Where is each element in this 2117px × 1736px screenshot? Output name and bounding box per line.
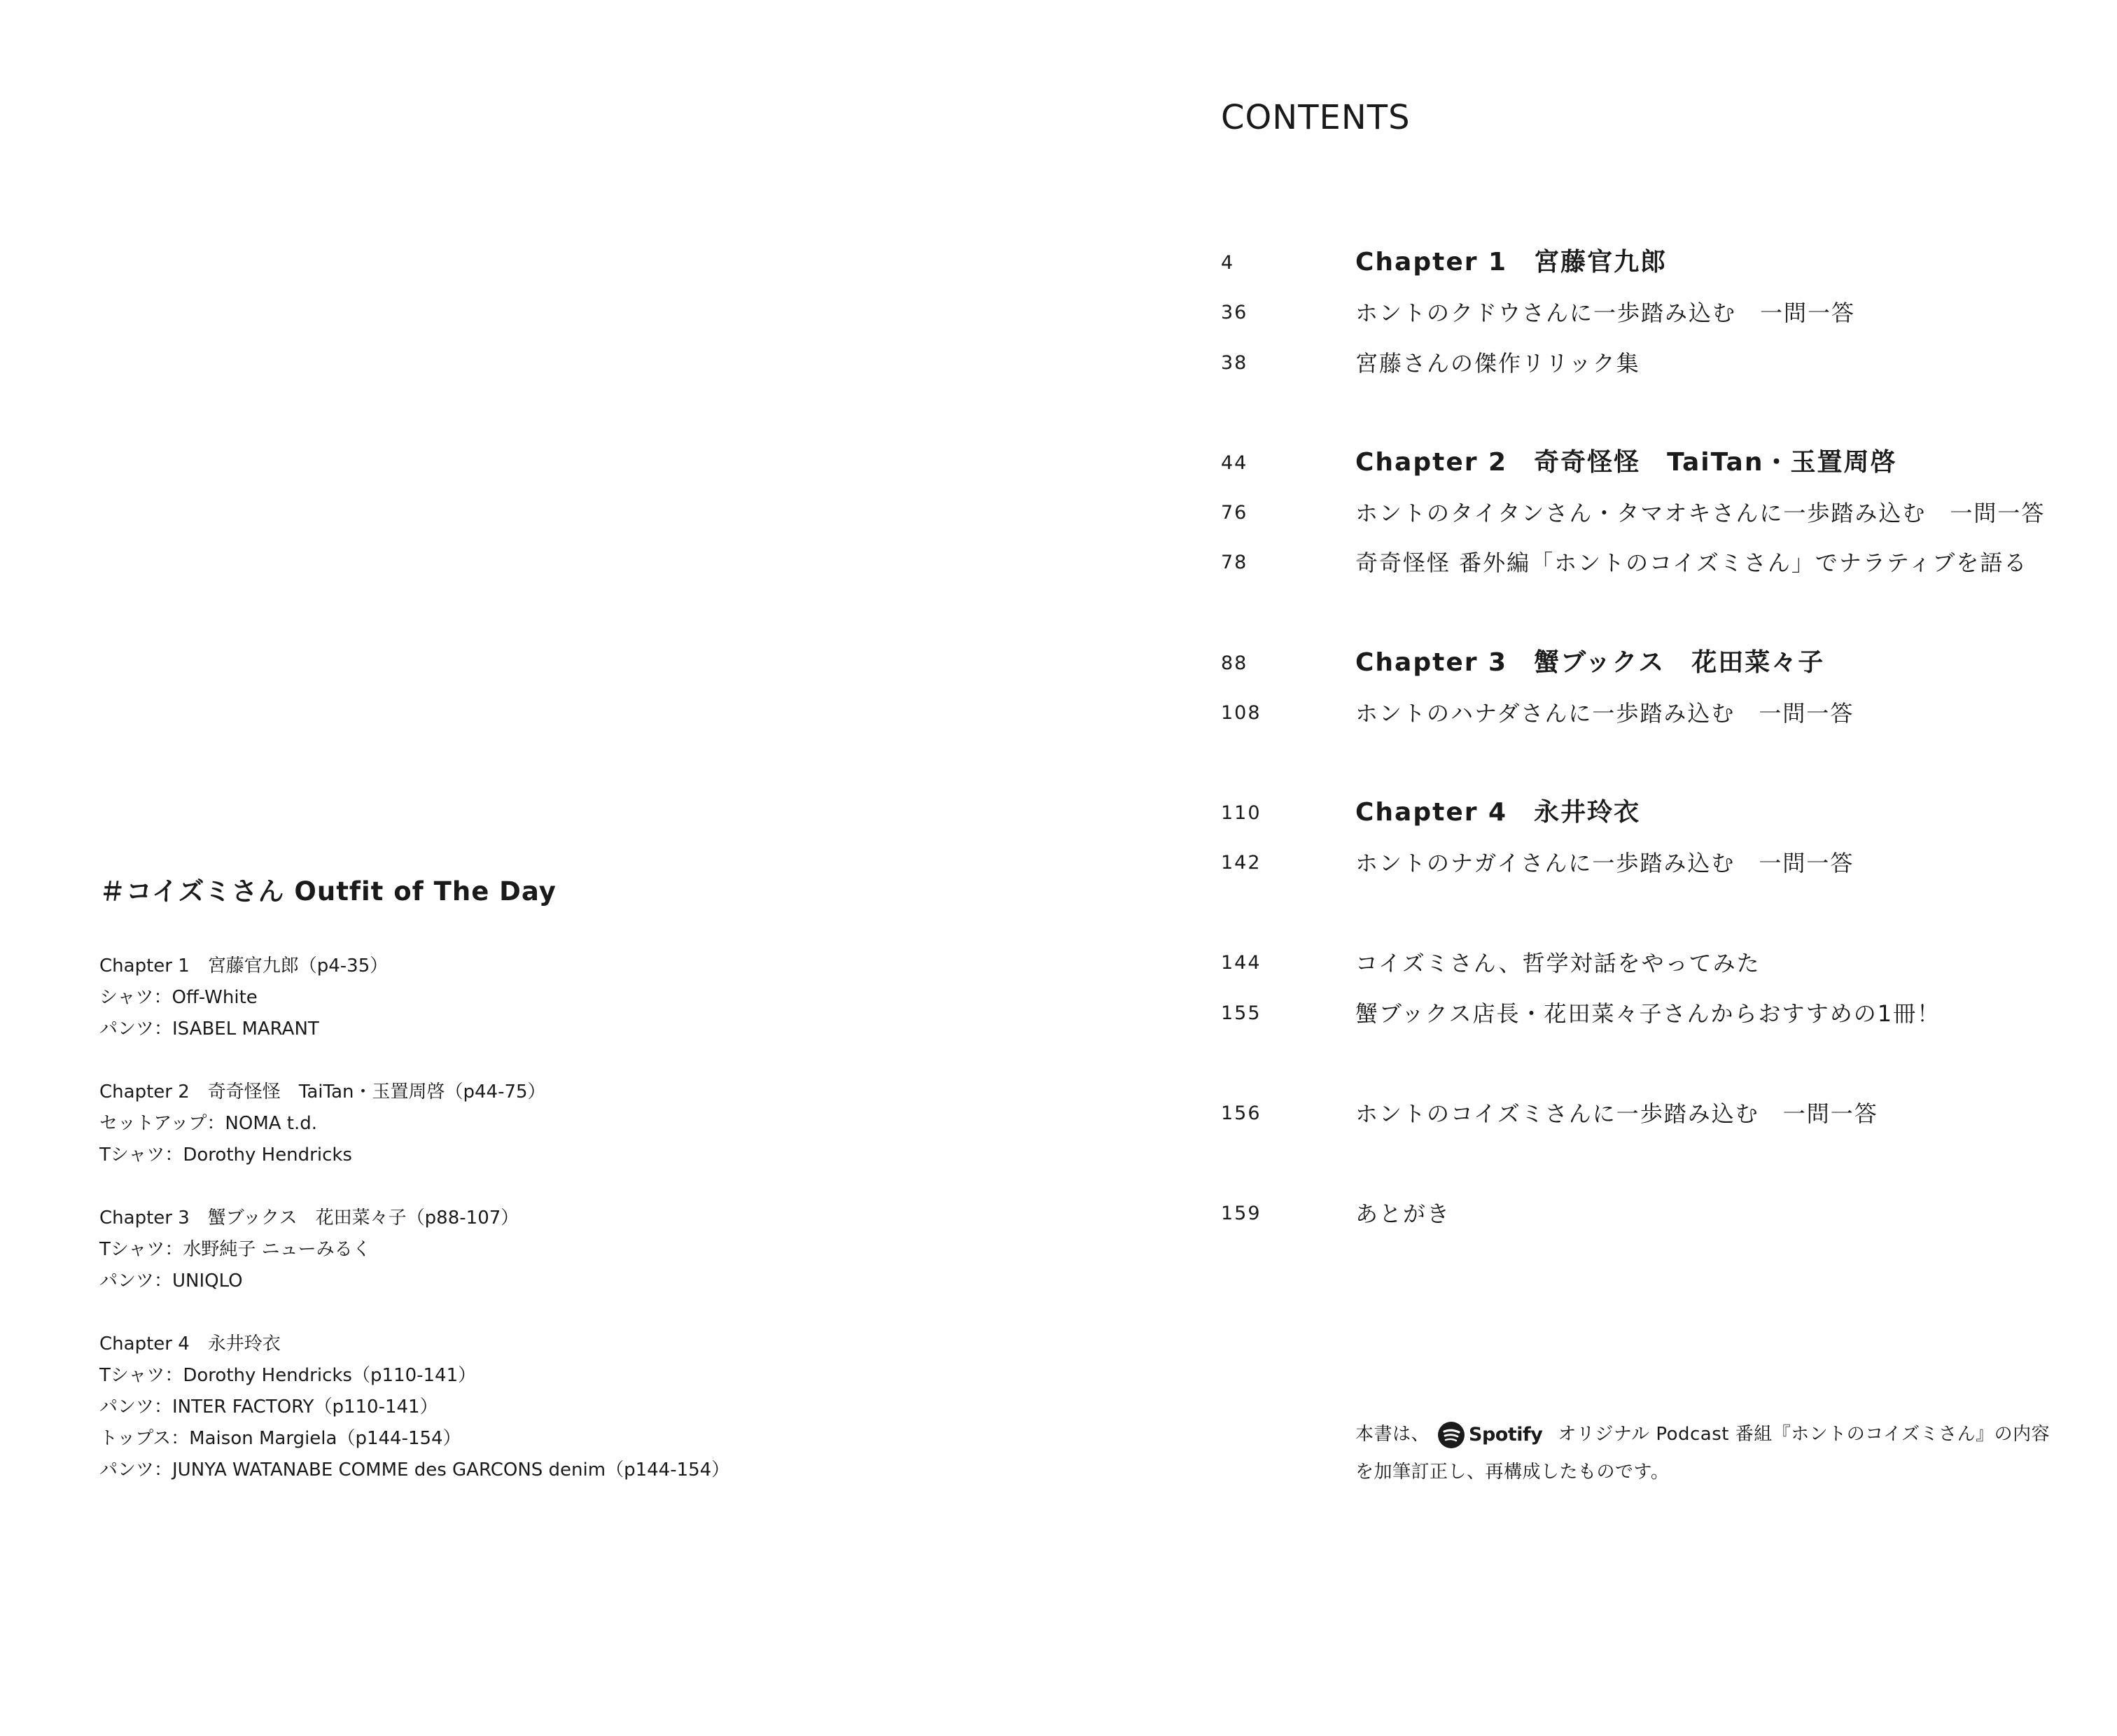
toc-entry-row [1221, 349, 2089, 384]
toc-entry-row [1221, 949, 2089, 984]
toc-page-number: 108 [1221, 702, 1262, 724]
note-prefix: 本書は、 [1355, 1424, 1430, 1445]
toc-chapter-title: Chapter 3 蟹ブックス 花田菜々子 [1355, 648, 1825, 677]
toc-entry-row [1221, 1100, 2089, 1135]
toc-entry-title: ホントのタイタンさん・タマオキさんに一歩踏み込む 一問一答 [1355, 500, 2046, 526]
note-suffix: オリジナル Podcast 番組『ホントのコイズミさん』の内容 [1558, 1424, 2050, 1445]
contents-title: CONTENTS [1221, 98, 1411, 137]
toc-chapter-row [1221, 799, 2089, 834]
outfit-group [99, 1329, 1150, 1486]
outfit-item: パンツ：ISABEL MARANT [99, 1018, 319, 1040]
toc-chapter-row [1221, 449, 2089, 484]
outfit-item: トップス：Maison Margiela（p144-154） [99, 1428, 461, 1449]
toc-entry-row [1221, 699, 2089, 734]
toc-entry-row [1221, 1200, 2089, 1235]
toc-page-number: 144 [1221, 952, 1262, 974]
toc-chapter-row [1221, 249, 2089, 284]
toc-entry-title: あとがき [1355, 1200, 1451, 1227]
toc-entry-title: ホントのコイズミさんに一歩踏み込む 一問一答 [1355, 1100, 1878, 1127]
toc-page-number: 159 [1221, 1203, 1262, 1224]
toc-chapter-title: Chapter 1 宮藤官九郎 [1355, 248, 1668, 276]
outfit-item: セットアップ：NOMA t.d. [99, 1113, 318, 1134]
toc-entry-title: 蟹ブックス店長・花田菜々子さんからおすすめの1冊！ [1355, 1000, 1941, 1027]
outfit-item: Tシャツ：水野純子 ニューみるく [99, 1239, 371, 1260]
outfit-chapter-heading: Chapter 4 永井玲衣 [99, 1334, 281, 1354]
toc-page-number: 76 [1221, 502, 1248, 524]
outfit-group [99, 1203, 1150, 1297]
toc-page-number: 78 [1221, 552, 1248, 573]
toc-entry-title: コイズミさん、哲学対話をやってみた [1355, 950, 1761, 976]
outfit-groups [99, 951, 1150, 1486]
note-line-1 [1355, 1415, 2055, 1453]
outfit-item: パンツ：JUNYA WATANABE COMME des GARCONS denim（p144-154） [99, 1460, 730, 1480]
outfit-title: ＃コイズミさん Outfit of The Day [99, 876, 557, 906]
spotify-wordmark: Spotify [1469, 1424, 1543, 1446]
toc-page-number: 88 [1221, 652, 1248, 674]
toc-page-number: 36 [1221, 302, 1248, 323]
toc-entry-title: 奇奇怪怪 番外編「ホントのコイズミさん」でナラティブを語る [1355, 550, 2028, 576]
outfit-item: パンツ：INTER FACTORY（p110-141） [99, 1396, 438, 1418]
outfit-item: パンツ：UNIQLO [99, 1270, 243, 1292]
outfit-chapter-heading: Chapter 1 宮藤官九郎（p4-35） [99, 955, 389, 976]
outfit-chapter-heading: Chapter 2 奇奇怪怪 TaiTan・玉置周啓（p44-75） [99, 1082, 546, 1102]
outfit-item: シャツ：Off-White [99, 987, 258, 1008]
toc-chapter-title: Chapter 2 奇奇怪怪 TaiTan・玉置周啓 [1355, 448, 1897, 477]
toc-entry-title: ホントのハナダさんに一歩踏み込む 一問一答 [1355, 700, 1854, 727]
publication-note [1355, 1415, 2055, 1491]
toc-page-number: 110 [1221, 802, 1262, 824]
outfit-credits [99, 876, 1150, 1518]
outfit-group [99, 1077, 1150, 1171]
toc-page-number: 4 [1221, 252, 1235, 274]
toc-entry-row [1221, 499, 2089, 534]
toc-chapter-title: Chapter 4 永井玲衣 [1355, 798, 1641, 827]
toc-page-number: 155 [1221, 1002, 1262, 1024]
spotify-logo [1438, 1421, 1542, 1449]
toc-page-number: 142 [1221, 852, 1262, 874]
toc-entry-row [1221, 849, 2089, 884]
toc-entry-row [1221, 299, 2089, 334]
outfit-chapter-heading: Chapter 3 蟹ブックス 花田菜々子（p88-107） [99, 1208, 519, 1228]
toc-entry-row [1221, 1000, 2089, 1035]
toc-page-number: 44 [1221, 452, 1248, 474]
spotify-icon [1438, 1422, 1465, 1448]
toc-chapter-row [1221, 650, 2089, 685]
outfit-item: Tシャツ：Dorothy Hendricks [99, 1144, 352, 1166]
outfit-item: Tシャツ：Dorothy Hendricks（p110-141） [99, 1365, 477, 1386]
toc-page-number: 38 [1221, 352, 1248, 374]
toc-entry-title: 宮藤さんの傑作リリック集 [1355, 350, 1640, 377]
outfit-group [99, 951, 1150, 1045]
toc-entry-row [1221, 549, 2089, 584]
toc-page-number: 156 [1221, 1102, 1262, 1124]
toc-entry-title: ホントのクドウさんに一歩踏み込む 一問一答 [1355, 300, 1856, 326]
toc-entry-title: ホントのナガイさんに一歩踏み込む 一問一答 [1355, 850, 1854, 876]
note-line-2: を加筆訂正し、再構成したものです。 [1355, 1462, 1670, 1483]
